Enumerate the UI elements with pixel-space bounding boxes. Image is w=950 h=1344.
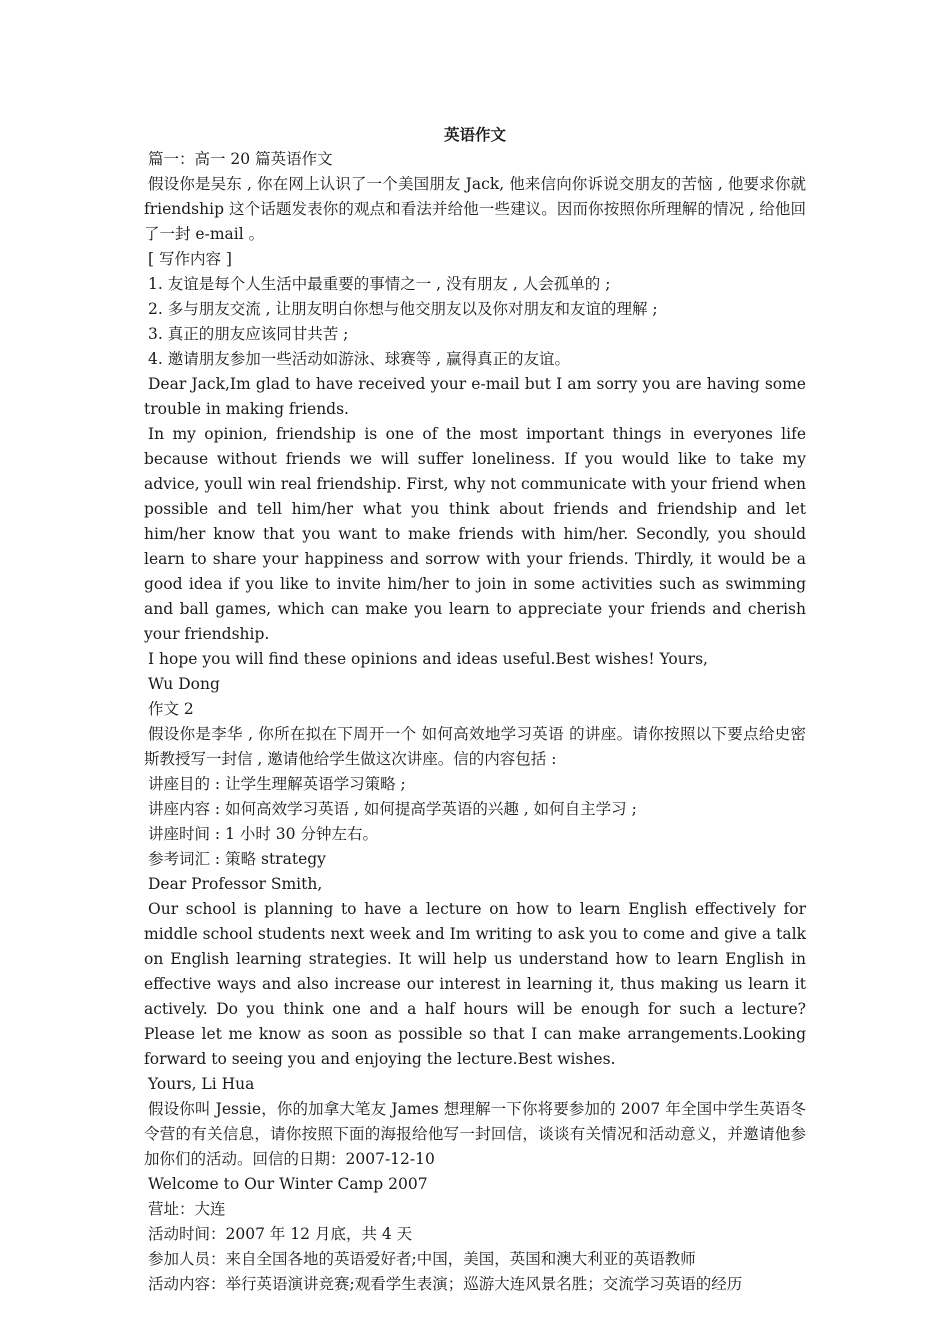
task-description: 假设你是吴东 , 你在网上认识了一个美国朋友 Jack, 他来信向你诉说交朋友的苦恼 , 他要求你就 friendship 这个话题发表你的观点和看法并给他一些建议。因而你按照你所理解的情况 , 给他回了一封 e-mail 。 — [144, 175, 806, 243]
letter-closing: I hope you will find these opinions and ideas useful.Best wishes! Yours, — [148, 650, 708, 668]
requirement-item: 3. 真正的朋友应该同甘共苦 ; — [148, 325, 349, 343]
letter-greeting: Dear Professor Smith, — [148, 875, 323, 893]
requirement-item: 讲座目的 : 让学生理解英语学习策略 ; — [148, 775, 406, 793]
poster-title: Welcome to Our Winter Camp 2007 — [148, 1175, 428, 1193]
letter-body: In my opinion, friendship is one of the most important things in everyones life because without friends we will suffer loneliness. If you would like to take my advice, youll win real friendship. First, why not communicate with your friend when possible and tell him/her what you think about friends and friendship and let him/her know that you want to make friends with him/her. Secondly, you should learn to share your happiness and sorrow with your friends. Thirdly, it would be a good idea if you like to invite him/her to join in some activities such as swimming and ball games, which can make you learn to appreciate your friends and cherish your friendship. — [144, 425, 806, 643]
letter-signature: Wu Dong — [148, 675, 220, 693]
poster-item: 活动内容：举行英语演讲竞赛;观看学生表演；巡游大连风景名胜；交流学习英语的经历 — [148, 1275, 743, 1293]
section-heading: 作文 2 — [148, 700, 194, 718]
letter-body: Our school is planning to have a lecture on how to learn English effectively for middle school students next week and Im writing to ask you to come and give a talk on English learning strategies. It will help us understand how to learn English in effective ways and also increase our interest in learning it, thus making us learn it actively. Do you think one and a half hours will be enough for such a lecture? Please let me know as soon as possible so that I can make arrangements.Looking forward to seeing you and enjoying the lecture.Best wishes. — [144, 900, 806, 1068]
requirement-item: 2. 多与朋友交流 , 让朋友明白你想与他交朋友以及你对朋友和友谊的理解 ; — [148, 300, 658, 318]
vocabulary-note: 参考词汇 : 策略 strategy — [148, 850, 326, 868]
task-description: 假设你是李华 , 你所在拟在下周开一个 如何高效地学习英语 的讲座。请你按照以下要点给史密斯教授写一封信 , 邀请他给学生做这次讲座。信的内容包括 : — [144, 725, 806, 768]
letter-greeting: Dear Jack,Im glad to have received your e-mail but I am sorry you are having some trouble in making friends. — [144, 375, 806, 418]
writing-content-label: [ 写作内容 ] — [148, 250, 232, 268]
poster-item: 参加人员：来自全国各地的英语爱好者;中国，美国，英国和澳大利亚的英语教师 — [148, 1250, 696, 1268]
requirement-item: 1. 友谊是每个人生活中最重要的事情之一 , 没有朋友 , 人会孤单的 ; — [148, 275, 611, 293]
poster-item: 活动时间：2007 年 12 月底，共 4 天 — [148, 1225, 413, 1243]
letter-signature: Yours, Li Hua — [148, 1075, 255, 1093]
poster-item: 营址：大连 — [148, 1200, 226, 1218]
requirement-item: 讲座时间 : 1 小时 30 分钟左右。 — [148, 825, 378, 843]
document-title: 英语作文 — [443, 125, 506, 144]
document-page — [144, 122, 806, 1297]
requirement-item: 讲座内容 : 如何高效学习英语 , 如何提高学英语的兴趣 , 如何自主学习 ; — [148, 800, 637, 818]
section-heading: 篇一：高一 20 篇英语作文 — [148, 150, 333, 168]
task-description: 假设你叫 Jessie，你的加拿大笔友 James 想理解一下你将要参加的 2007 年全国中学生英语冬令营的有关信息，请你按照下面的海报给他写一封回信，谈谈有关情况和活动意义，并邀请他参加你们的活动。回信的日期：2007-12-10 — [144, 1100, 806, 1168]
requirement-item: 4. 邀请朋友参加一些活动如游泳、球赛等 , 赢得真正的友谊。 — [148, 350, 570, 368]
